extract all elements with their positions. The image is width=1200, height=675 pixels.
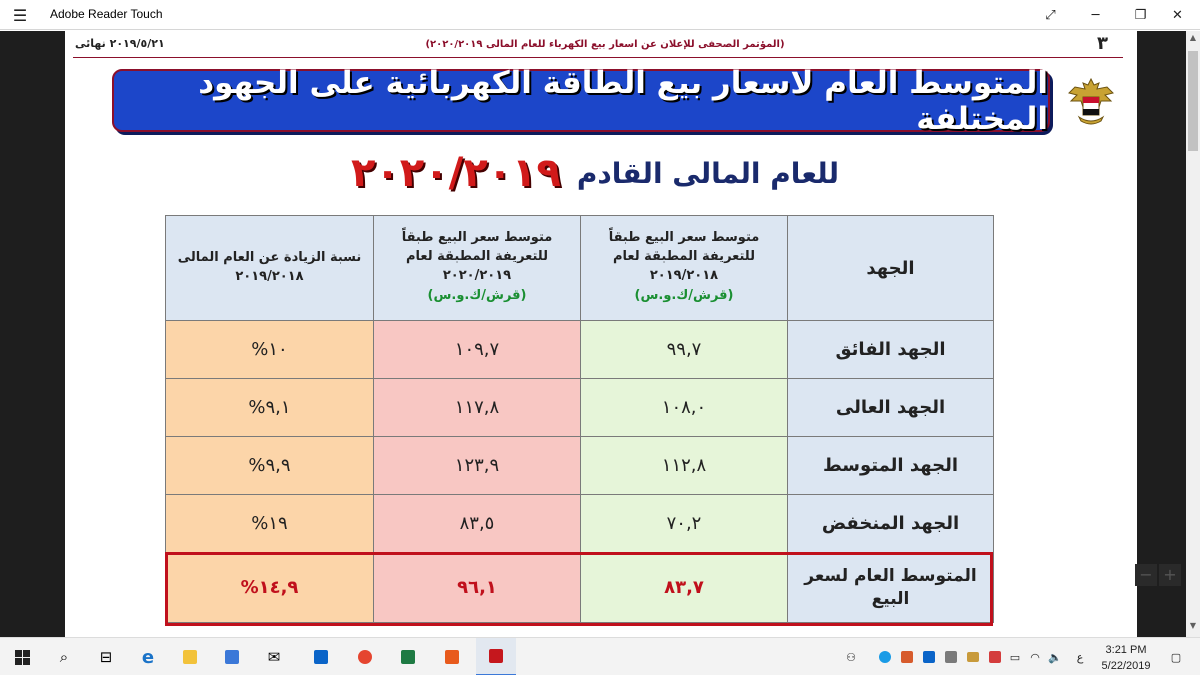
title-bar [0, 0, 1200, 30]
clock[interactable] [1090, 642, 1162, 674]
header-increase-line2: ٢٠١٩/٢٠١٨ [235, 269, 304, 284]
old-price-cell: ٩٩,٧ [666, 339, 702, 360]
edge-icon[interactable]: e [141, 646, 155, 668]
banner-title: المتوسط العام لاسعار بيع الطاقة الكهربائية على الجهود المختلفة [198, 64, 1048, 137]
table-row [166, 437, 994, 495]
app-tray-icon[interactable] [964, 638, 982, 675]
minimize-icon[interactable]: ─ [1091, 7, 1100, 23]
clock-time: 3:21 PM [1105, 644, 1147, 656]
adobe-reader-icon[interactable] [476, 638, 516, 675]
increase-cell: %٩,١ [248, 397, 291, 418]
header-new-price-line2: للتعريفة المطبقة لعام [406, 249, 548, 265]
notifications-icon[interactable]: ▢ [1170, 650, 1182, 664]
banner [112, 64, 1050, 137]
table-header-row [166, 216, 994, 321]
increase-cell: %١٩ [251, 513, 288, 534]
outlook-icon[interactable] [301, 638, 341, 675]
header-category [788, 216, 994, 321]
language-indicator[interactable]: ع [1076, 650, 1084, 664]
category-cell: المتوسط العام لسعر البيع [804, 565, 977, 609]
pdf-page [65, 31, 1137, 637]
header-old-price-unit: (قرش/ك.و.س) [634, 287, 734, 303]
clock-date: 5/22/2019 [1101, 660, 1151, 672]
header-old-price-line3: ٢٠١٩/٢٠١٨ [649, 268, 719, 284]
zoom-out-button[interactable]: − [1135, 564, 1157, 586]
close-icon[interactable]: ✕ [1172, 7, 1183, 23]
header-old-price-line1: متوسط سعر البيع طبقاً [608, 230, 760, 246]
header-new-price-line1: متوسط سعر البيع طبقاً [401, 230, 553, 246]
chrome-icon[interactable] [345, 638, 385, 675]
new-price-cell: ٩٦,١ [457, 577, 497, 598]
header-increase [166, 216, 374, 321]
category-cell: الجهد المتوسط [822, 455, 959, 476]
old-price-cell: ٧٠,٢ [666, 513, 702, 534]
subtitle-year: ٢٠٢٠/٢٠١٩ [350, 150, 561, 196]
document-viewport[interactable] [0, 31, 1200, 637]
header-increase-line1: نسبة الزيادة عن العام المالى [177, 250, 362, 266]
header-new-price [374, 216, 581, 321]
header-divider [73, 57, 1123, 58]
battery-icon[interactable]: ▭ [1009, 650, 1021, 664]
app-title: Adobe Reader Touch [50, 7, 163, 21]
office-icon[interactable] [432, 638, 472, 675]
scroll-down-icon[interactable]: ▼ [1189, 621, 1197, 630]
file-explorer-icon[interactable] [170, 638, 210, 675]
table-row [166, 321, 994, 379]
table-row [166, 379, 994, 437]
old-price-cell: ١٠٨,٠ [661, 397, 707, 418]
old-price-cell: ١١٢,٨ [661, 455, 707, 476]
outlook-tray-icon[interactable] [920, 638, 938, 675]
people-icon[interactable]: ⚇ [846, 650, 856, 664]
subtitle-label: للعام المالى القادم [576, 156, 840, 190]
category-cell: الجهد العالى [835, 397, 946, 418]
skype-icon[interactable] [876, 638, 894, 675]
new-price-cell: ٨٣,٥ [459, 513, 495, 534]
zoom-in-button[interactable]: + [1159, 564, 1181, 586]
page-number: ٣ [1097, 33, 1108, 54]
task-view-icon[interactable]: ⊟ [99, 648, 113, 666]
vertical-scrollbar[interactable] [1186, 31, 1200, 637]
scroll-up-icon[interactable]: ▲ [1189, 33, 1197, 42]
header-old-price-line2: للتعريفة المطبقة لعام [613, 249, 755, 265]
category-cell: الجهد المنخفض [821, 513, 960, 534]
new-price-cell: ١٢٣,٩ [454, 455, 500, 476]
header-category-label: الجهد [866, 257, 915, 279]
increase-cell: %١٤,٩ [240, 577, 299, 598]
wifi-icon[interactable]: ◠ [1030, 650, 1040, 664]
store-icon[interactable] [212, 638, 252, 675]
category-cell: الجهد الفائق [835, 339, 946, 360]
table-row-average [166, 553, 994, 623]
header-old-price [581, 216, 788, 321]
egypt-eagle-emblem-icon [1061, 73, 1121, 131]
search-icon[interactable]: ⌕ [59, 648, 69, 666]
app-tray-icon[interactable] [986, 638, 1004, 675]
old-price-cell: ٨٣,٧ [664, 577, 704, 598]
restore-icon[interactable]: ❐ [1134, 7, 1147, 23]
new-price-cell: ١١٧,٨ [454, 397, 500, 418]
app-tray-icon[interactable] [898, 638, 916, 675]
increase-cell: %١٠ [251, 339, 288, 360]
mail-icon[interactable]: ✉ [267, 648, 281, 666]
expand-icon[interactable]: ⤢ [1045, 7, 1056, 23]
subtitle [315, 145, 875, 201]
hamburger-icon[interactable]: ☰ [12, 5, 28, 25]
header-caption: (المؤتمر الصحفى للإعلان عن اسعار بيع الكهرباء للعام المالى ٢٠٢٠/٢٠١٩) [425, 39, 785, 50]
scroll-thumb[interactable] [1188, 51, 1198, 151]
table-row [166, 495, 994, 553]
taskbar [0, 637, 1200, 675]
header-new-price-line3: ٢٠٢٠/٢٠١٩ [442, 268, 512, 284]
excel-icon[interactable] [388, 638, 428, 675]
header-date: ٢٠١٩/٥/٢١ نهائى [75, 37, 165, 50]
start-icon[interactable] [2, 638, 42, 675]
price-table [165, 215, 994, 623]
header-new-price-unit: (قرش/ك.و.س) [427, 287, 527, 303]
new-price-cell: ١٠٩,٧ [454, 339, 500, 360]
app-tray-icon[interactable] [942, 638, 960, 675]
volume-icon[interactable]: 🔈 [1048, 650, 1062, 664]
increase-cell: %٩,٩ [248, 455, 291, 476]
